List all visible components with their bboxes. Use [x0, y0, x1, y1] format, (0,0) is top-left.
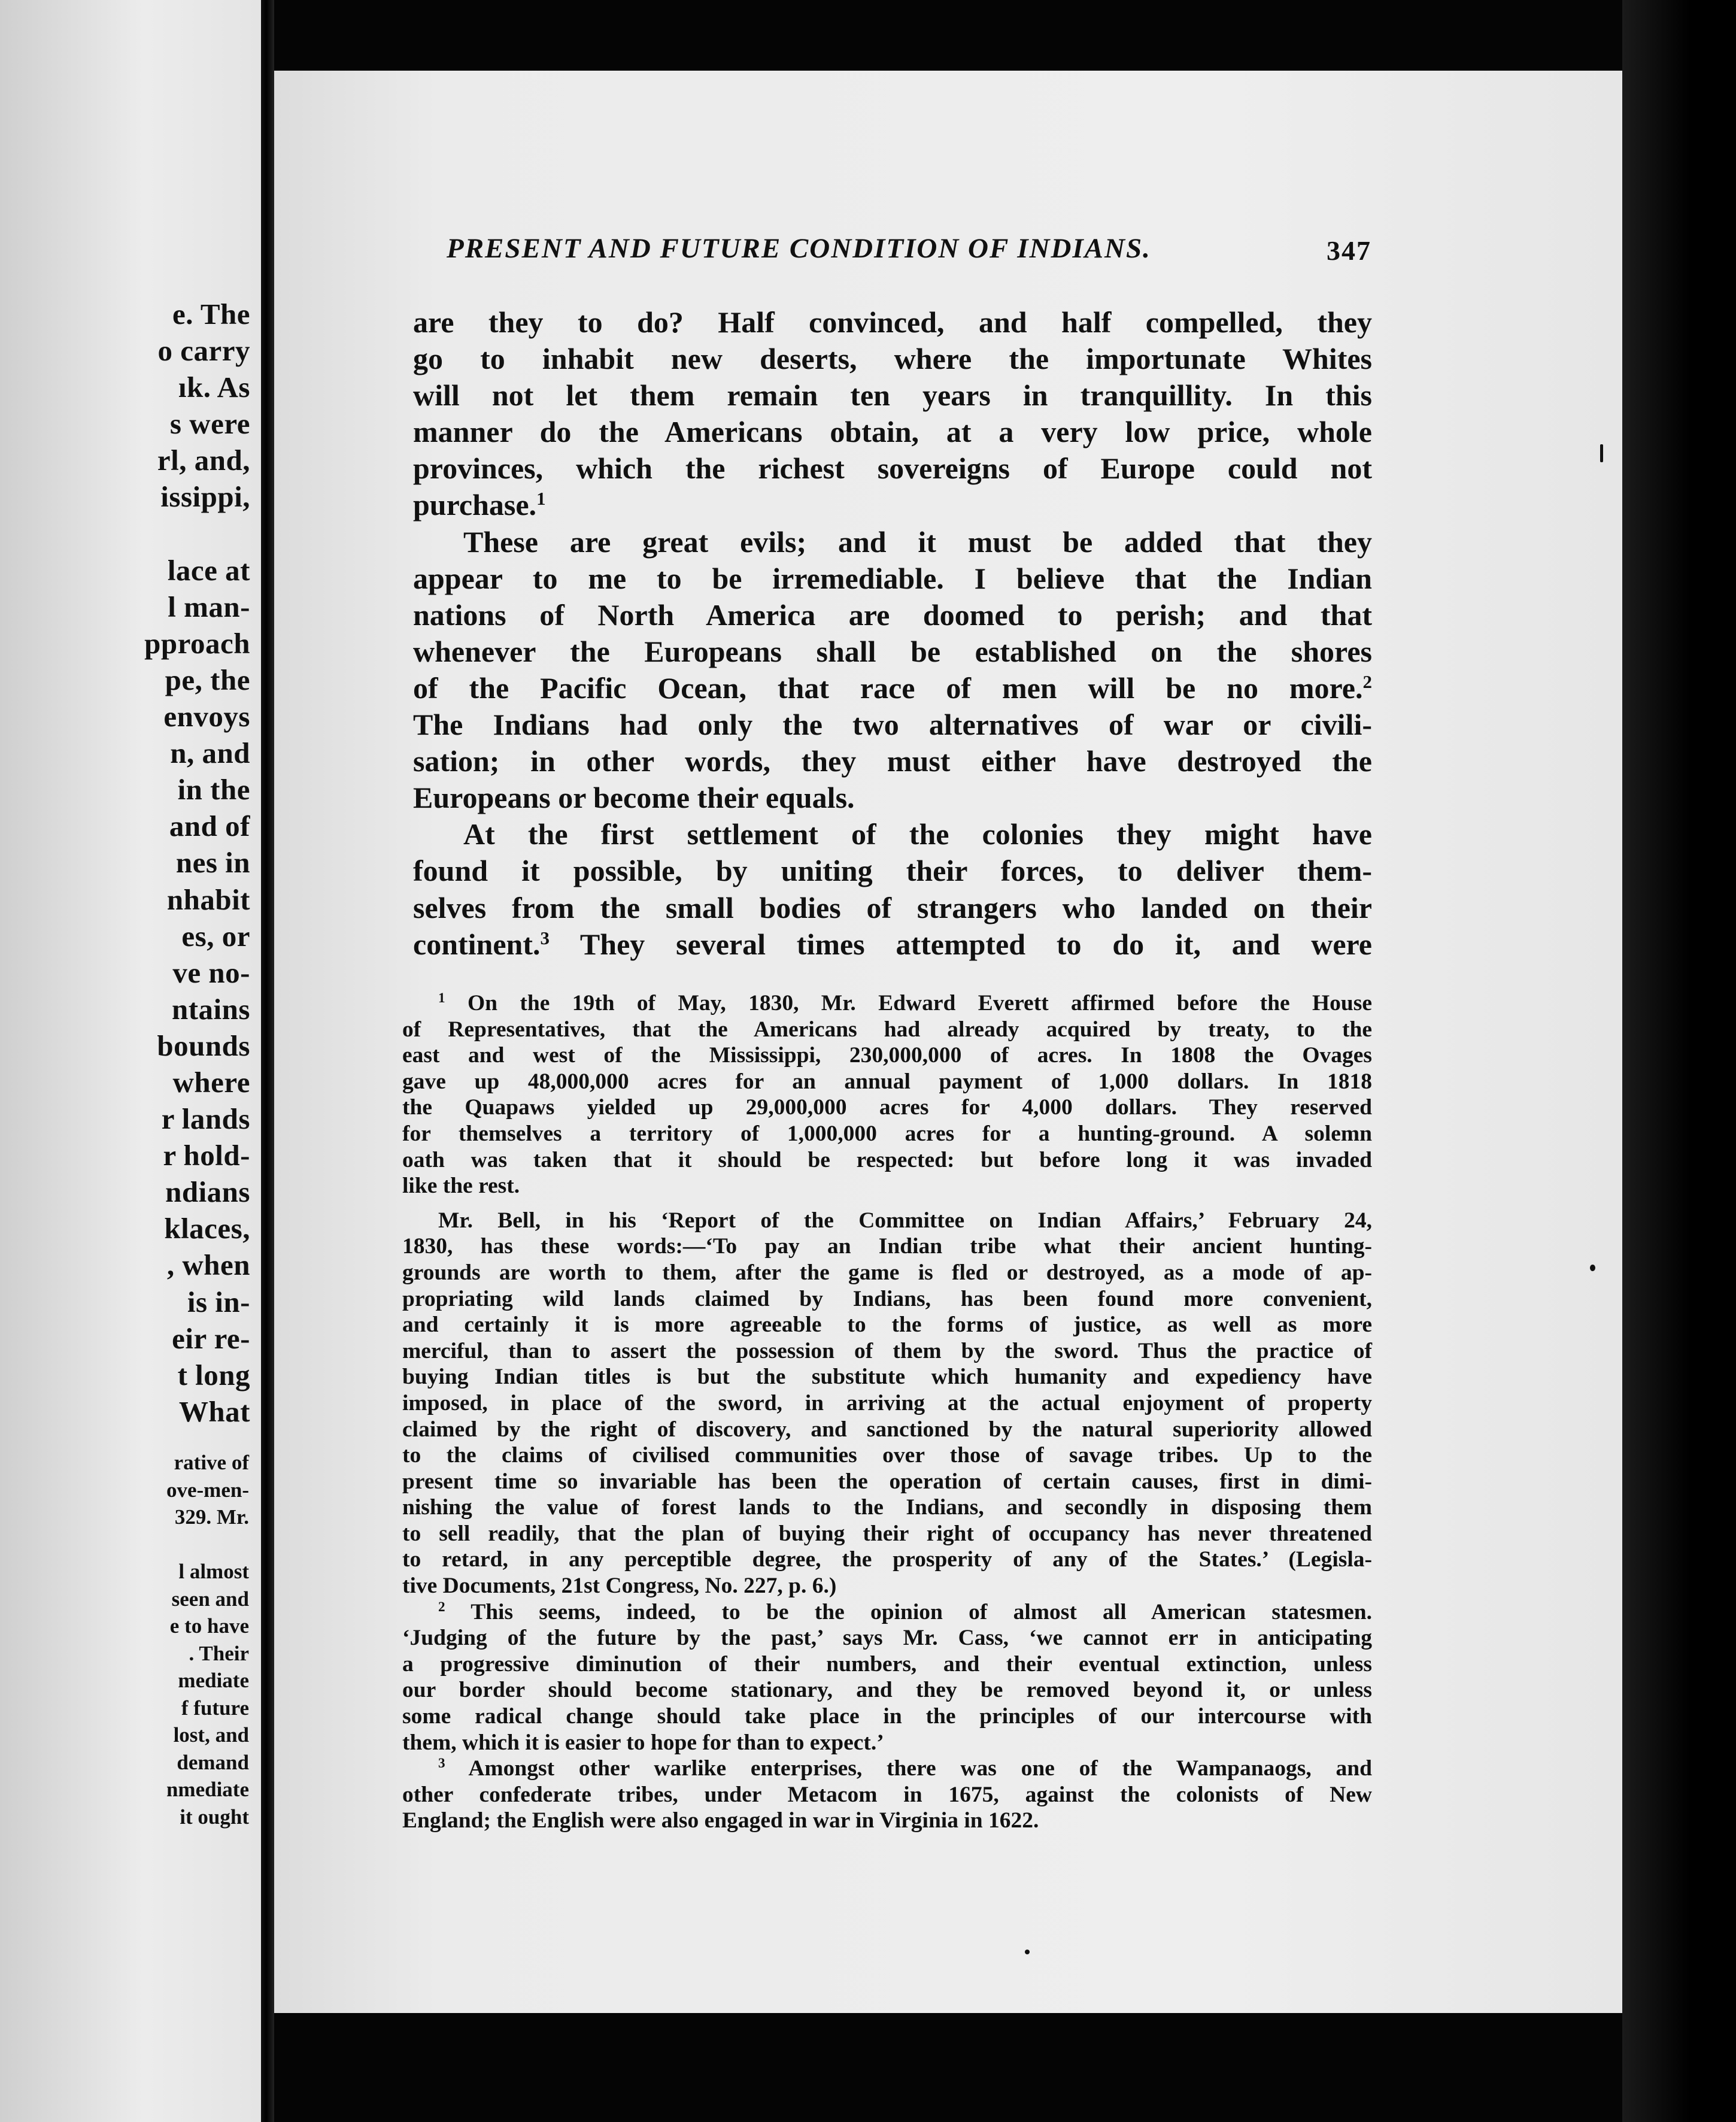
line-text: will not let them remain ten years in tranquillity. In this	[413, 378, 1372, 413]
page-edge-shadow	[1622, 0, 1736, 2122]
body-line	[413, 560, 1372, 597]
body-line	[413, 816, 1372, 853]
previous-page-footnote-line: f future	[181, 1696, 249, 1720]
line-text: At the first settlement of the colonies they might have	[463, 817, 1372, 851]
previous-page-line: and of	[169, 810, 250, 843]
body-text	[413, 304, 1372, 963]
footnote-line	[402, 1286, 1372, 1312]
line-text-tail: They several times attempted to do it, and were	[550, 927, 1372, 961]
line-text: of the Pacific Ocean, that race of men will be no more.	[413, 671, 1363, 705]
footnote-line	[402, 1808, 1372, 1834]
previous-page-line: s were	[169, 407, 250, 441]
previous-page-line: ık. As	[178, 371, 250, 404]
footnote-line	[402, 1233, 1372, 1260]
previous-page-footnote-line: mediate	[178, 1669, 249, 1692]
previous-page-line: nes in	[175, 846, 250, 880]
line-text: Europeans or become their equals.	[413, 781, 855, 815]
previous-page-line: What	[178, 1395, 250, 1428]
footnote-line	[402, 1547, 1372, 1573]
line-text: 1830, has these words:—‘To pay an Indian tribe what their ancient hunting-	[402, 1234, 1372, 1259]
line-text: gave up 48,000,000 acres for an annual payment of 1,000 dollars. In 1818	[402, 1069, 1372, 1094]
previous-page-line: ntains	[171, 992, 250, 1026]
footnote-line	[402, 1703, 1372, 1730]
line-text: whenever the Europeans shall be established on the shores	[413, 634, 1372, 668]
previous-page-footnote-line: nmediate	[166, 1778, 249, 1801]
previous-page-line: ve no-	[172, 956, 250, 989]
line-text: are they to do? Half convinced, and half compelled, they	[413, 305, 1372, 339]
footnote-line	[402, 1208, 1372, 1234]
line-text: propriating wild lands claimed by Indians, has been found more convenient,	[402, 1286, 1372, 1311]
previous-page-line: es, or	[181, 919, 250, 953]
footnotes	[402, 990, 1372, 1834]
body-line	[413, 890, 1372, 926]
previous-page-footnote-line: 329. Mr.	[174, 1505, 249, 1529]
line-text: for themselves a territory of 1,000,000 acres for a hunting-ground. A solemn	[402, 1121, 1372, 1146]
line-text: England; the English were also engaged in war in Virginia in 1622.	[402, 1808, 1039, 1833]
previous-page-line: bounds	[157, 1029, 250, 1062]
scan-speck	[1590, 1265, 1595, 1271]
footnote-line	[402, 1390, 1372, 1417]
footnote-line	[402, 1312, 1372, 1338]
line-text: some radical change should take place in the principles of our intercourse with	[402, 1704, 1372, 1729]
line-text: other confederate tribes, under Metacom in 1675, against the colonists of New	[402, 1782, 1372, 1807]
footnote-line	[402, 1677, 1372, 1703]
running-head-title: PRESENT AND FUTURE CONDITION OF INDIANS.	[447, 233, 1151, 264]
book-gutter	[261, 0, 274, 2122]
footnote-line	[402, 1730, 1372, 1756]
line-text: Mr. Bell, in his ‘Report of the Committee on Indian Affairs,’ February 24,	[438, 1208, 1372, 1233]
footnote-line	[402, 1495, 1372, 1521]
line-text: selves from the small bodies of strangers who landed on their	[413, 890, 1372, 924]
line-text: to the claims of civilised communities over those of savage tribes. Up to the	[402, 1443, 1372, 1468]
footnote-line	[402, 1573, 1372, 1599]
body-line	[413, 670, 1372, 707]
line-text: nations of North America are doomed to perish; and that	[413, 598, 1372, 632]
body-line	[413, 743, 1372, 780]
previous-page-line	[0, 516, 250, 552]
scan-speck	[1025, 1950, 1030, 1954]
line-text: manner do the Americans obtain, at a very low price, whole	[413, 415, 1372, 449]
footnote-line	[402, 1756, 1372, 1782]
previous-page-footnote-line: demand	[177, 1750, 249, 1774]
footnote-line	[402, 1042, 1372, 1069]
footnote-marker: 2	[438, 1599, 445, 1615]
line-text: This seems, indeed, to be the opinion of almost all American statesmen.	[471, 1599, 1372, 1624]
previous-page-line: , when	[166, 1248, 250, 1282]
previous-page-line: t long	[177, 1358, 250, 1392]
line-text: them, which it is easier to hope for than to expect.’	[402, 1730, 884, 1755]
previous-page-line: envoys	[163, 700, 250, 733]
body-line	[413, 414, 1372, 450]
line-text: merciful, than to assert the possession of them by the sword. Thus the practice of	[402, 1338, 1372, 1363]
previous-page-footnote-line: . Their	[189, 1641, 249, 1665]
line-text: grounds are worth to them, after the game is fled or destroyed, as a mode of ap-	[402, 1260, 1372, 1285]
body-line	[413, 450, 1372, 487]
previous-page-line: klaces,	[164, 1212, 250, 1245]
footnote-line	[402, 1338, 1372, 1365]
body-line	[413, 304, 1372, 341]
footnote-line	[402, 1599, 1372, 1626]
previous-page-line: r lands	[161, 1102, 250, 1136]
previous-page-line: l man-	[168, 590, 250, 623]
previous-page-footnote-line: e to have	[169, 1614, 249, 1638]
footnote-line	[402, 990, 1372, 1017]
footnote-line	[402, 1625, 1372, 1651]
body-line	[413, 633, 1372, 670]
line-text: like the rest.	[402, 1174, 520, 1199]
footnote-ref: 2	[1362, 671, 1372, 692]
line-text: and certainly it is more agreeable to the forms of justice, as well as more	[402, 1312, 1372, 1338]
scan-speck	[1600, 444, 1603, 462]
line-text: found it possible, by uniting their forces, to deliver them-	[413, 854, 1372, 888]
footnote-line	[402, 1069, 1372, 1095]
footnote-ref: 3	[540, 927, 550, 948]
line-text: oath was taken that it should be respected: but before long it was invaded	[402, 1147, 1372, 1172]
previous-page-footnote-line: lost, and	[173, 1723, 249, 1747]
previous-page-line: n, and	[170, 736, 250, 770]
previous-page-line: in the	[177, 773, 250, 807]
line-text: purchase.	[413, 488, 537, 522]
line-text: nishing the value of forest lands to the Indians, and secondly in disposing them	[402, 1495, 1372, 1520]
line-text: of Representatives, that the Americans had already acquired by treaty, to the	[402, 1017, 1372, 1042]
footnote-ref: 1	[536, 488, 546, 510]
line-text: go to inhabit new deserts, where the importunate Whites	[413, 342, 1372, 376]
footnote-line	[402, 1364, 1372, 1390]
footnote-line	[402, 1095, 1372, 1121]
body-line	[413, 377, 1372, 414]
line-text: These are great evils; and it must be added that they	[463, 525, 1372, 559]
line-text: sation; in other words, they must either have destroyed the	[413, 744, 1372, 778]
previous-page-line: pproach	[144, 626, 250, 660]
footnote-line	[402, 1521, 1372, 1547]
previous-page-footnote-line	[0, 1531, 249, 1559]
previous-page-footnotes	[0, 1449, 249, 1830]
previous-page-footnote-line: ove-men-	[166, 1478, 249, 1502]
line-text: On the 19th of May, 1830, Mr. Edward Everett affirmed before the House	[467, 991, 1372, 1015]
previous-page-line: r hold-	[163, 1139, 250, 1172]
line-text: continent.	[413, 927, 541, 961]
footnote-line	[402, 1417, 1372, 1443]
line-text: ‘Judging of the future by the past,’ says Mr. Cass, ‘we cannot err in anticipating	[402, 1626, 1372, 1651]
book-page	[274, 71, 1622, 2013]
previous-page-body	[0, 296, 250, 1430]
previous-page-line: ndians	[165, 1175, 250, 1209]
previous-page-line: issippi,	[160, 480, 250, 514]
previous-page-line: pe, the	[165, 663, 250, 696]
body-line	[413, 341, 1372, 377]
body-line	[413, 926, 1372, 963]
line-text: claimed by the right of discovery, and sanctioned by the natural superiority allowed	[402, 1417, 1372, 1442]
line-text: to retard, in any perceptible degree, the prosperity of any of the States.’ (Legisla-	[402, 1547, 1372, 1572]
previous-page-footnote-line: it ought	[180, 1805, 249, 1829]
footnote-line	[402, 1651, 1372, 1678]
line-text: imposed, in place of the sword, in arriving at the actual enjoyment of property	[402, 1390, 1372, 1415]
previous-page-footnote-line: rative of	[174, 1451, 249, 1474]
body-line	[413, 597, 1372, 633]
previous-page-line: eir re-	[172, 1321, 250, 1355]
previous-page-line: rl, and,	[157, 444, 250, 477]
previous-page-fragment	[0, 0, 261, 2122]
footnote-line	[402, 1260, 1372, 1286]
previous-page-footnote-line: seen and	[171, 1587, 249, 1611]
line-text: buying Indian titles is but the substitute which humanity and expediency have	[402, 1365, 1372, 1390]
line-text: tive Documents, 21st Congress, No. 227, p. 6.)	[402, 1574, 837, 1599]
previous-page-line: o carry	[157, 334, 250, 368]
line-text: east and west of the Mississippi, 230,000,000 of acres. In 1808 the Ovages	[402, 1043, 1372, 1068]
body-line	[413, 707, 1372, 743]
previous-page-line: lace at	[167, 553, 250, 587]
body-line	[413, 780, 1372, 816]
footnote-line	[402, 1442, 1372, 1469]
footnote-line	[402, 1782, 1372, 1808]
previous-page-line: nhabit	[166, 883, 250, 916]
footnote-line	[402, 1469, 1372, 1495]
line-text: the Quapaws yielded up 29,000,000 acres for 4,000 dollars. They reserved	[402, 1095, 1372, 1120]
running-head	[447, 232, 1371, 268]
footnote-line	[402, 1173, 1372, 1199]
previous-page-footnote-line: l almost	[178, 1560, 249, 1583]
previous-page-line: e. The	[172, 298, 250, 331]
footnote-line	[402, 1147, 1372, 1174]
body-line	[413, 524, 1372, 560]
line-text: appear to me to be irremediable. I believe that the Indian	[413, 561, 1372, 595]
body-line	[413, 853, 1372, 889]
page-number: 347	[1327, 235, 1371, 266]
previous-page-line: where	[172, 1065, 250, 1099]
body-line	[413, 487, 1372, 523]
footnote-marker: 1	[438, 990, 445, 1007]
footnote-marker: 3	[438, 1756, 445, 1772]
line-text: provinces, which the richest sovereigns of Europe could not	[413, 451, 1372, 486]
line-text: The Indians had only the two alternatives of war or civili-	[413, 708, 1372, 742]
line-text: a progressive diminution of their numbers, and their eventual extinction, unless	[402, 1651, 1372, 1677]
line-text: Amongst other warlike enterprises, there was one of the Wampanaogs, and	[468, 1756, 1372, 1781]
line-text: our border should become stationary, and they be removed beyond it, or unless	[402, 1678, 1372, 1703]
footnote-line	[402, 1017, 1372, 1043]
line-text: to sell readily, that the plan of buying their right of occupancy has never threatened	[402, 1521, 1372, 1546]
footnote-line	[402, 1121, 1372, 1147]
previous-page-line: is in-	[187, 1285, 250, 1318]
line-text: present time so invariable has been the operation of certain causes, first in dimi-	[402, 1469, 1372, 1494]
